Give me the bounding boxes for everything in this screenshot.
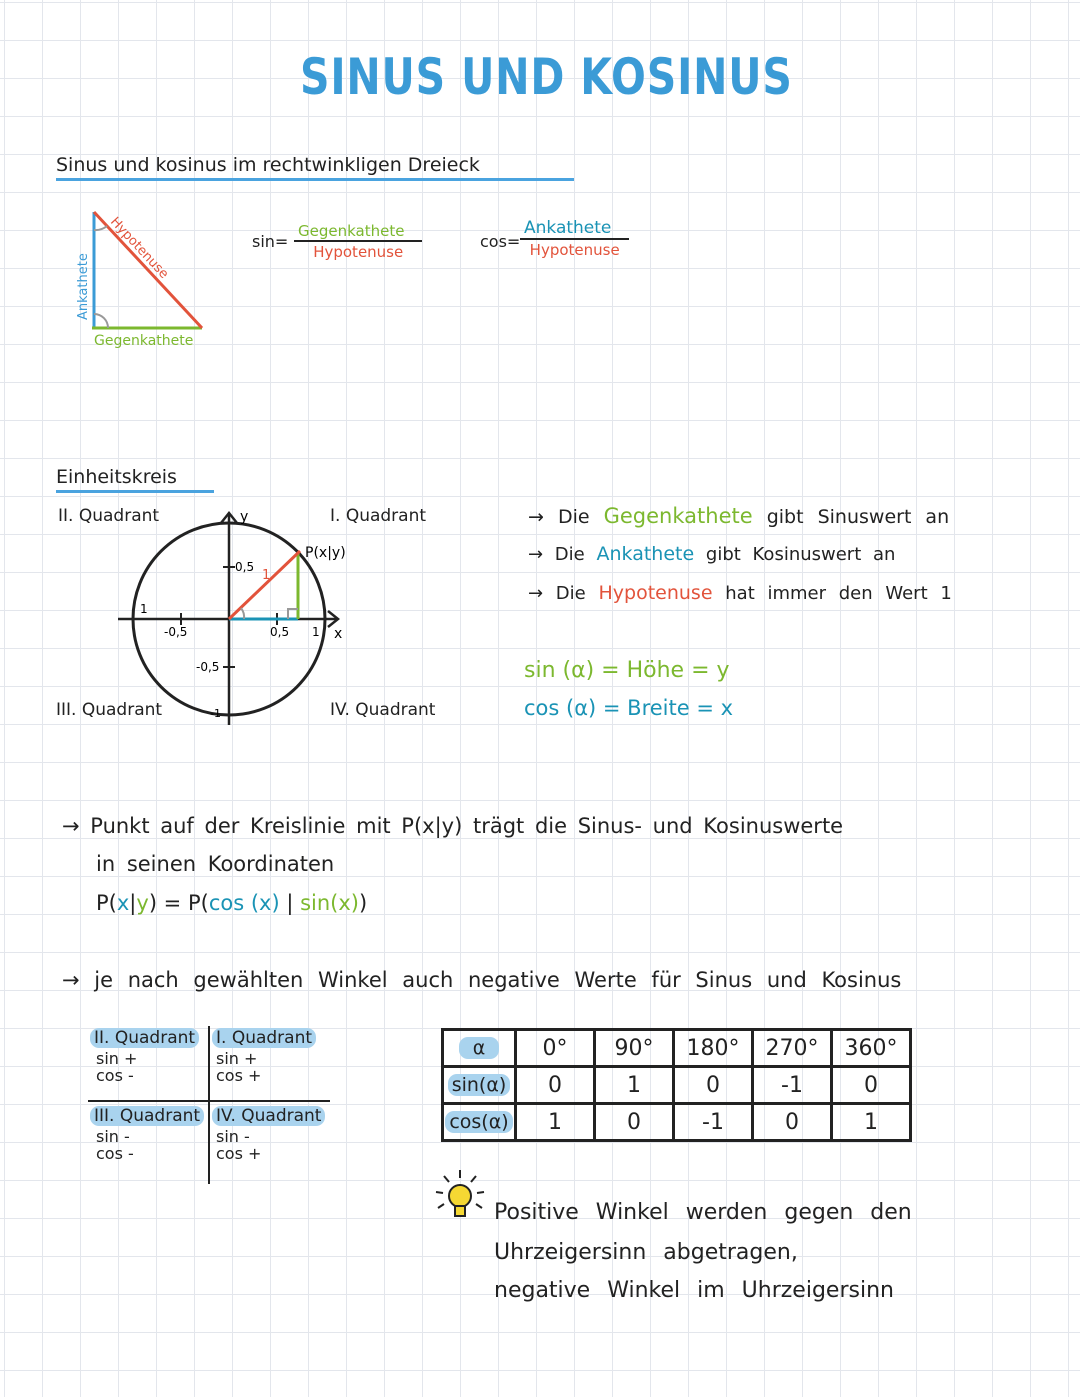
section-heading-unit-circle: Einheitskreis <box>56 466 214 493</box>
quadrant-1-label: I. Quadrant <box>330 506 427 526</box>
cos-numerator: Ankathete <box>520 218 629 240</box>
table-cell: 0 <box>674 1067 753 1104</box>
sin-equation: sin (α) = Höhe = y <box>524 658 730 683</box>
note-gegenkathete: → Die Gegenkathete gibt Sinuswert an <box>528 504 950 528</box>
tip-line3: negative Winkel im Uhrzeigersinn <box>494 1278 894 1303</box>
table-cell: 1 <box>595 1067 674 1104</box>
x-neg-half-label: -0,5 <box>164 625 188 639</box>
y-neg-half-label: -0,5 <box>196 660 220 674</box>
sin-denominator: Hypotenuse <box>313 243 404 261</box>
table-cell: 0 <box>832 1067 911 1104</box>
gegenkathete-label: Gegenkathete <box>94 333 194 349</box>
sign-quadrant-1: I. Quadrant sin + cos + <box>212 1028 316 1084</box>
y-axis-label: y <box>240 509 249 525</box>
table-angle: 90° <box>595 1030 674 1067</box>
x-neg-one-label: 1 <box>140 602 148 616</box>
table-angle: 0° <box>516 1030 595 1067</box>
x-one-label: 1 <box>312 625 320 639</box>
page-title: SINUS UND KOSINUS <box>300 48 793 106</box>
table-row <box>443 1067 911 1104</box>
sign-quadrant-3: III. Quadrant sin - cos - <box>90 1106 204 1162</box>
sin-numerator: Gegenkathete <box>294 222 422 242</box>
negative-values-note: → je nach gewählten Winkel auch negative Werte für Sinus und Kosinus <box>62 968 902 992</box>
point-label: P(x|y) <box>305 545 346 561</box>
table-row-label: cos(α) <box>443 1104 516 1141</box>
table-cell: -1 <box>753 1067 832 1104</box>
y-half-label: 0,5 <box>235 560 255 574</box>
quadrant-3-label: III. Quadrant <box>56 700 163 720</box>
table-cell: 1 <box>516 1104 595 1141</box>
section-heading-triangle: Sinus und kosinus im rechtwinkligen Dreieck <box>56 154 574 181</box>
x-half-label: 0,5 <box>270 625 290 639</box>
table-row <box>443 1104 911 1141</box>
sign-quadrant-2: II. Quadrant sin + cos - <box>90 1028 199 1084</box>
point-formula: P(x|y) = P(cos (x) | sin(x)) <box>96 891 368 915</box>
right-triangle-diagram <box>70 200 230 360</box>
values-table <box>441 1028 912 1142</box>
table-angle: 270° <box>753 1030 832 1067</box>
table-header-row <box>443 1030 911 1067</box>
sin-lhs: sin= <box>252 232 289 251</box>
cos-lhs: cos= <box>480 232 521 251</box>
sin-fraction <box>294 222 422 261</box>
angle-mark-right <box>94 314 108 328</box>
x-axis-label: x <box>334 626 343 642</box>
quadrant-sign-chart <box>88 1026 344 1186</box>
point-note-line2: in seinen Koordinaten <box>96 852 335 876</box>
table-cell: 0 <box>753 1104 832 1141</box>
table-cell: -1 <box>674 1104 753 1141</box>
quadrant-2-label: II. Quadrant <box>58 506 160 526</box>
point-note-line1: → Punkt auf der Kreislinie mit P(x|y) trägt die Sinus- und Kosinuswerte <box>62 814 844 838</box>
tip-line2: Uhrzeigersinn abgetragen, <box>494 1240 798 1265</box>
cos-denominator: Hypotenuse <box>529 241 620 259</box>
cos-equation: cos (α) = Breite = x <box>524 696 734 720</box>
sign-quadrant-4: IV. Quadrant sin - cos + <box>212 1106 325 1162</box>
hypotenuse-label: Hypotenuse <box>107 214 172 282</box>
ankathete-label: Ankathete <box>76 253 91 320</box>
y-neg-one-label: -1 <box>210 707 221 720</box>
table-cell: 1 <box>832 1104 911 1141</box>
table-cell: 0 <box>595 1104 674 1141</box>
cos-fraction <box>520 218 629 259</box>
tip-line1: Positive Winkel werden gegen den <box>494 1200 912 1225</box>
table-header-alpha: α <box>443 1030 516 1067</box>
angle-mark-top <box>94 226 107 230</box>
table-angle: 180° <box>674 1030 753 1067</box>
lightbulb-icon <box>430 1166 492 1228</box>
quadrant-4-label: IV. Quadrant <box>330 700 436 720</box>
note-hypotenuse: → Die Hypotenuse hat immer den Wert 1 <box>528 582 952 604</box>
radius-label: 1 <box>262 568 271 583</box>
unit-circle-diagram <box>110 505 360 730</box>
hypotenuse-side <box>94 212 202 328</box>
table-row-label: sin(α) <box>443 1067 516 1104</box>
note-ankathete: → Die Ankathete gibt Kosinuswert an <box>528 543 896 565</box>
table-angle: 360° <box>832 1030 911 1067</box>
table-cell: 0 <box>516 1067 595 1104</box>
